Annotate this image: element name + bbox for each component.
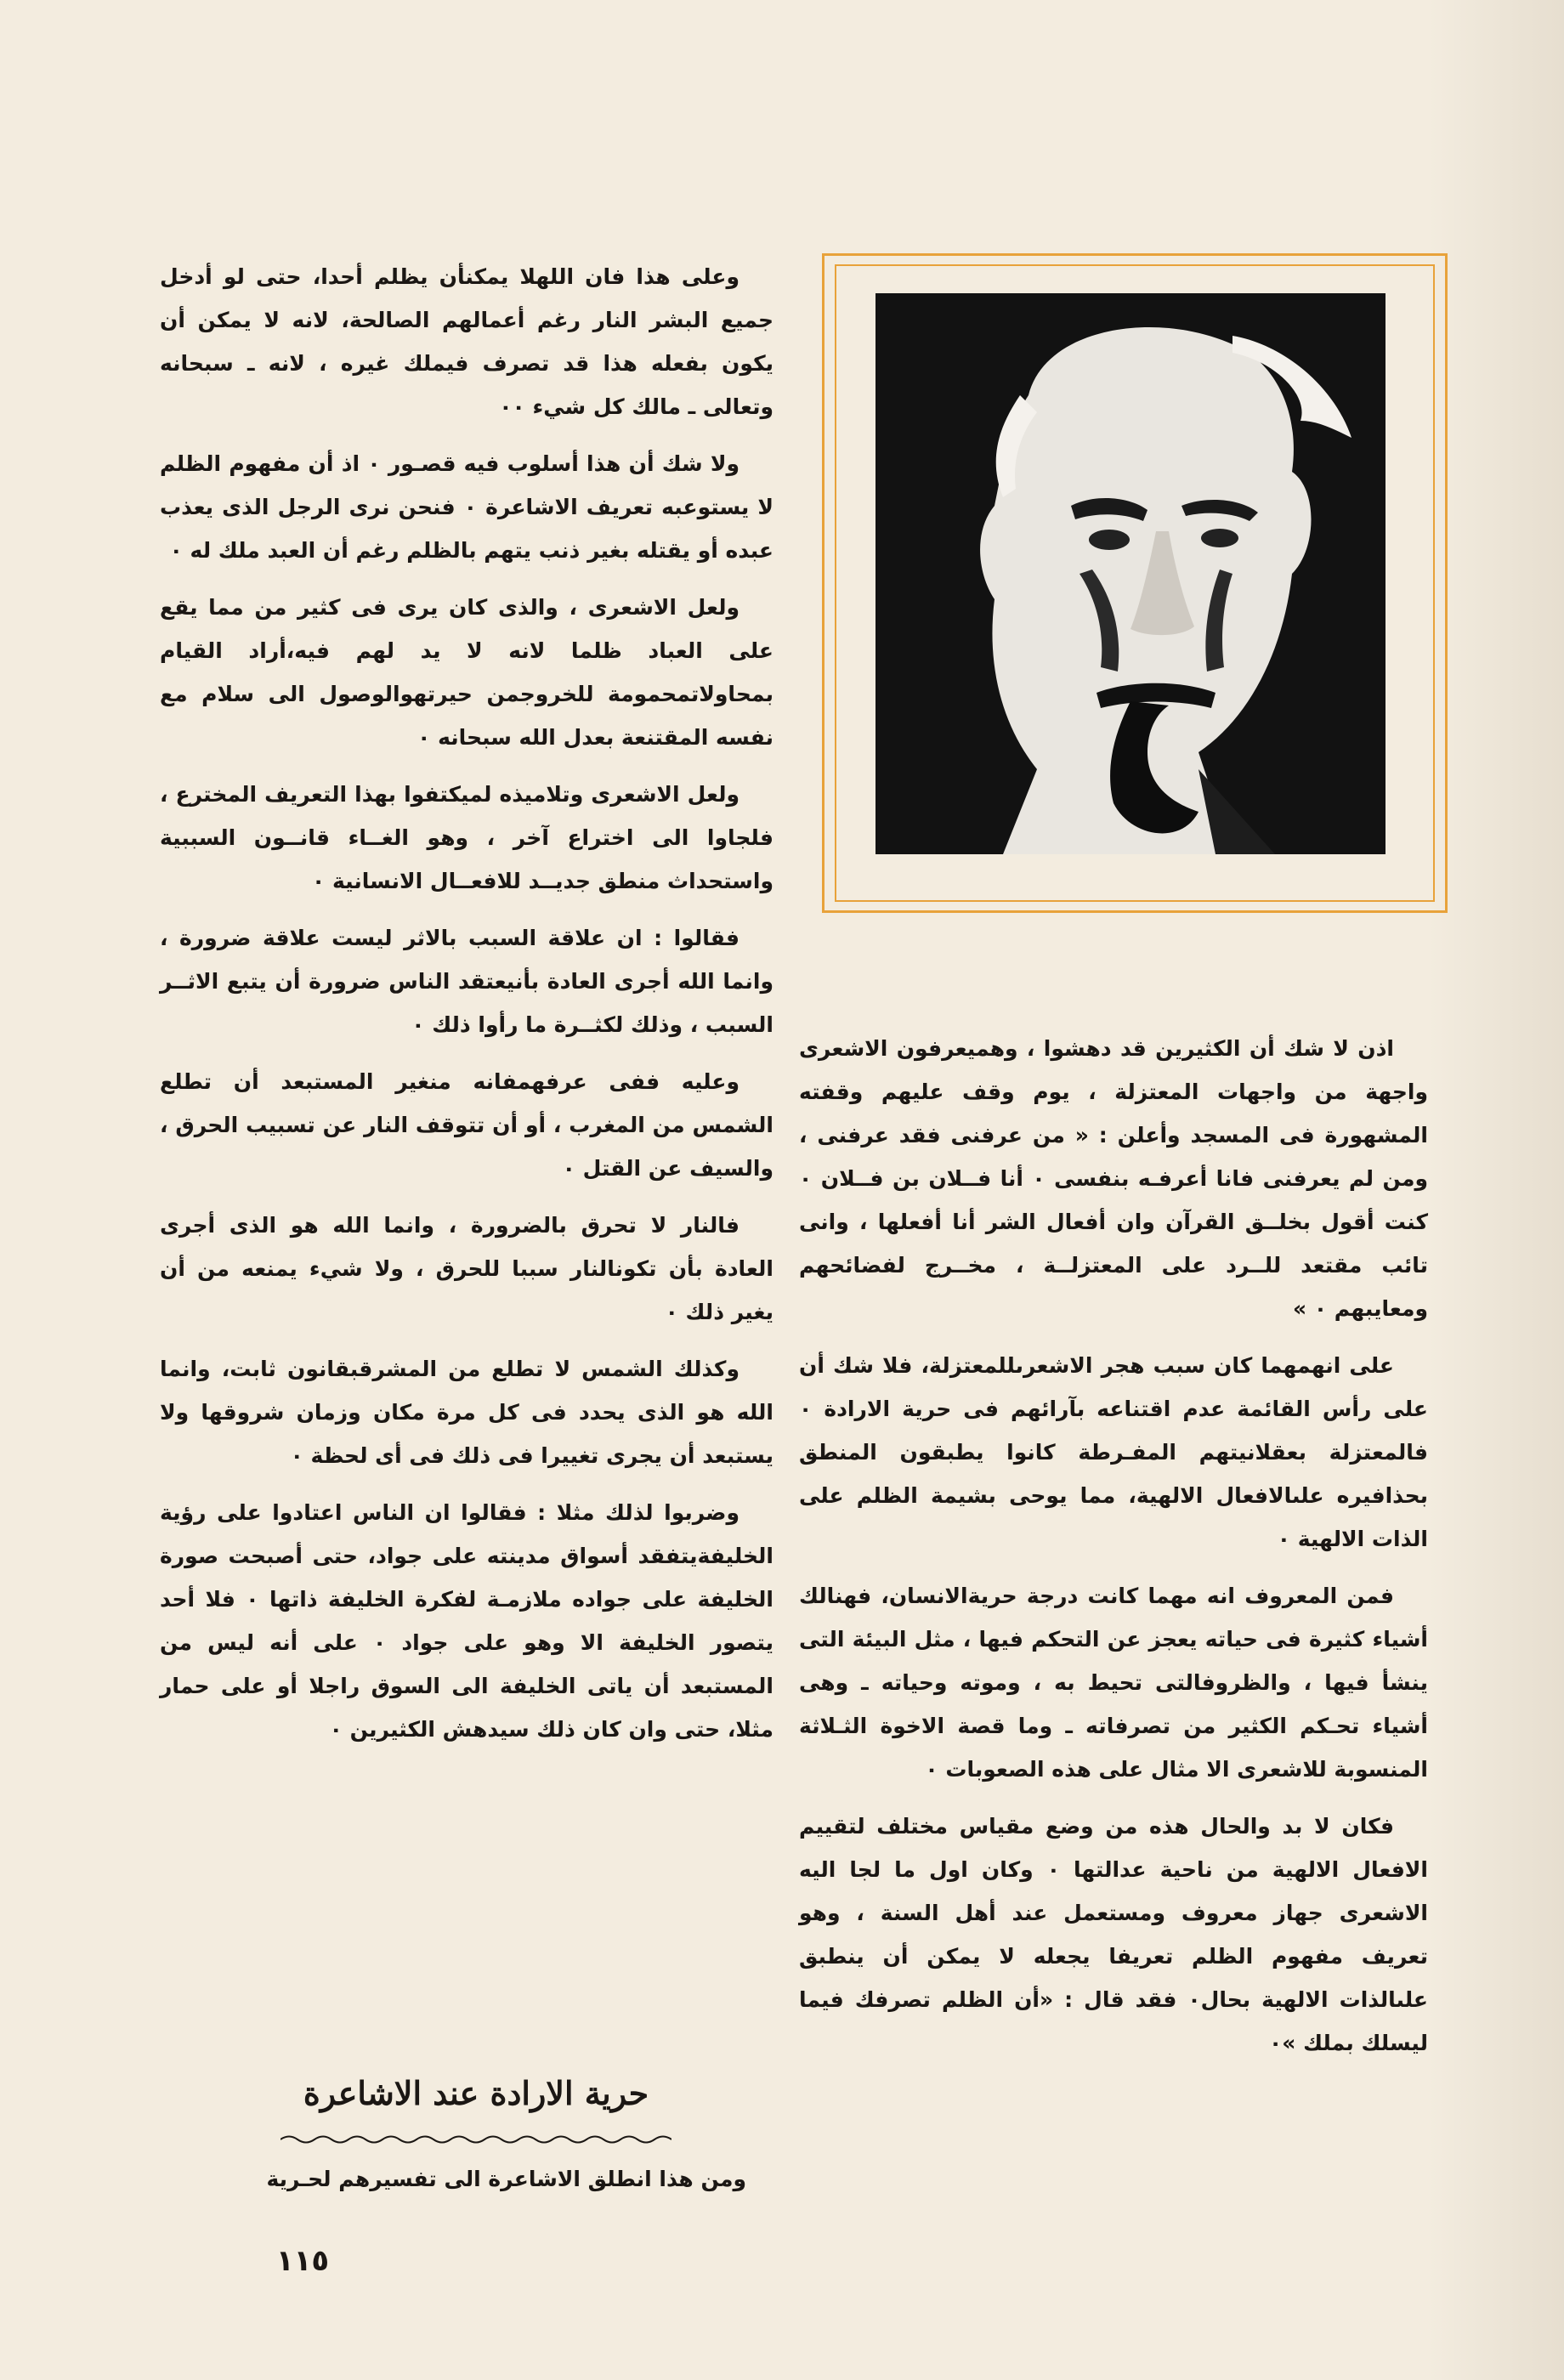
paragraph: ولا شك أن هذا أسلوب فيه قصـور ٠ اذ أن مفهوم الظلم لا يستوعبه تعريف الاشاعرة ٠ فنحن نرى الرجل الذى يعذب عبده أو يقتله بغير ذنب يتهم بالظلم رغم أن العبد ملك له ٠ [160,451,774,563]
page-number: ١١٥ [275,2244,330,2278]
paragraph: فقالوا : ان علاقة السبب بالاثر ليست علاقة ضرورة ، وانما الله أجرى العادة بأنيعتقد الناس ضرورة أن يتبع الاثــر السبب ، وذلك لكثــرة ما رأوا ذلك ٠ [160,926,774,1037]
paragraph: اذن لا شك أن الكثيرين قد دهشوا ، وهميعرفون الاشعرى واجهة من واجهات المعتزلة ، يوم وقف عليهم وقفته المشهورة فى المسجد وأعلن : « من عرفنى فقد عرفنى ، ومن لم يعرفنى فانا أعرفـه بنفسى ٠ أنا فــلان بن فــلان ٠ كنت أقول بخلــق القرآن وان أفعال الشر أنا أفعلها ، وانى تائب مقتعد للــرد على المعتزلــة ، مخــرج لفضائحهم ومعايبهم ٠ » [799,1036,1428,1321]
paragraph: فكان لا بد والحال هذه من وضع مقياس مختلف لتقييم الافعال الالهية من ناحية عدالتها ٠ وكان اول ما لجا اليه الاشعرى جهاز معروف ومستعمل عند أهل السنة ، وهو تعريف مفهوم الظلم تعريفا يجعله لا يمكن أن ينطبق علىالذات الالهية بحال٠ فقد قال : «أن الظلم تصرفك فيما ليسلك بملك »٠ [799,1814,1429,2055]
heading-wavy-rule [280,2134,672,2145]
paragraph: وعلى هذا فان اللهلا يمكنأن يظلم أحدا، حتى لو أدخل جميع البشر النار رغم أعمالهم الصالحة، لانه لا يمكن أن يكون بفعله هذا قد تصرف فيملك غيره ، لانه ـ سبحانه وتعالى ـ مالك كل شيء ٠٠ [160,264,774,419]
paragraph: وضربوا لذلك مثلا : فقالوا ان الناس اعتادوا على رؤية الخليفةيتفقد أسواق مدينته على جواد، حتى أصبحت صورة الخليفة على جواده ملازمـة لفكرة الخليفة ذاتها ٠ فلا أحد يتصور الخليفة الا وهو على جواد ٠ على أنه ليس من المستبعد أن ياتى الخليفة الى السوق راجلا أو على حمار مثلا، حتى وان كان ذلك سيدهش الكثيرين ٠ [160,1500,774,1742]
section-heading: حرية الارادة عند الاشاعرة [303,2074,649,2112]
scan-edge-shadow [1428,0,1564,2380]
paragraph: ولعل الاشعرى وتلاميذه لميكتفوا بهذا التعريف المخترع ، فلجاوا الى اختراع آخر ، وهو الغــاء قانــون السببية واستحداث منطق جديــد للافعــال الانسانية ٠ [160,782,774,893]
paragraph: على انهمهما كان سبب هجر الاشعرىللمعتزلة، فلا شك أن على رأس القائمة عدم اقتناعه بآرائهم فى حرية الارادة ٠ فالمعتزلة بعقلانيتهم المفـرطة كانوا يطبقون المنطق بحذافيره علىالافعال الالهية، مما يوحى بشيمة الظلم على الذات الالهية ٠ [799,1353,1428,1551]
right-text-column [799,1027,1428,2078]
portrait-photo [876,293,1386,854]
paragraph: وكذلك الشمس لا تطلع من المشرقبقانون ثابت، وانما الله هو الذى يحدد فى كل مرة مكان وزمان شروقها ولا يستبعد أن يجرى تغييرا فى ذلك فى أى لحظة ٠ [160,1357,774,1468]
paragraph: فالنار لا تحرق بالضرورة ، وانما الله هو الذى أجرى العادة بأن تكونالنار سببا للحرق ، ولا شيء يمنعه من أن يغير ذلك ٠ [160,1213,774,1324]
paragraph: وعليه ففى عرفهمفانه منغير المستبعد أن تطلع الشمس من المغرب ، أو أن تتوقف النار عن تسبيب الحرق ، والسيف عن القتل ٠ [160,1069,774,1181]
section-opening-line: ومن هذا انطلق الاشاعرة الى تفسيرهم لحـرية [266,2167,746,2191]
paragraph: ولعل الاشعرى ، والذى كان يرى فى كثير من مما يقع على العباد ظلما لانه لا يد لهم فيه،أراد القيام بمحاولاتمحمومة للخروجمن حيرتهوالوصول الى سلام مع نفسه المقتنعة بعدل الله سبحانه ٠ [160,595,774,750]
left-text-column [160,255,774,1765]
portrait-illustration [876,293,1386,854]
paragraph: فمن المعروف انه مهما كانت درجة حريةالانسان، فهنالك أشياء كثيرة فى حياته يعجز عن التحكم فيها ، مثل البيئة التى ينشأ فيها ، والظروفالتى تحيط به ، وموته وحياته ـ وهى أشياء تحـكم الكثير من تصرفاته ـ وما قصة الاخوة الثـلاثة المنسوبة للاشعرى الا مثال على هذه الصعوبات ٠ [799,1584,1428,1782]
photo-frame [822,253,1448,913]
